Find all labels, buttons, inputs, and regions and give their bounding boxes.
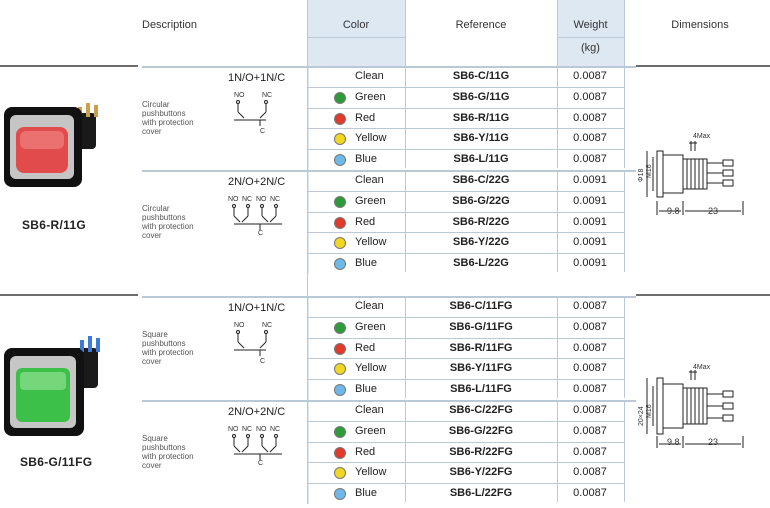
row-divider [307, 149, 624, 150]
reference-code: SB6-R/22FG [449, 445, 513, 458]
contact-label: NO [256, 196, 267, 203]
yellow-color-dot-icon [334, 363, 346, 375]
yellow-color-dot-icon [334, 133, 346, 145]
description-line: with protection [142, 222, 194, 231]
weight-value: 0.0087 [573, 111, 607, 124]
col-divider [405, 0, 406, 66]
color-name: Red [355, 111, 376, 124]
row-divider [307, 442, 624, 443]
weight-value: 0.0087 [573, 300, 607, 312]
dim-max: 4Max [693, 364, 711, 371]
reference-code: SB6-G/11FG [449, 320, 513, 333]
row-divider [307, 379, 624, 380]
model-label: SB6-G/11FG [20, 455, 93, 469]
row-divider [307, 191, 624, 192]
row-divider [307, 212, 624, 213]
weight-value: 0.0087 [573, 153, 607, 166]
reference-code: SB6-R/22G [452, 215, 510, 228]
weight-value: 0.0087 [573, 362, 607, 375]
reference-code: SB6-R/11G [452, 111, 510, 124]
description-line: cover [142, 127, 162, 136]
header-dimensions: Dimensions [671, 19, 729, 31]
red-color-dot-icon [334, 447, 346, 459]
contact-label: C [260, 128, 266, 135]
dim-thread: M16 [646, 404, 653, 418]
weight-value: 0.0091 [573, 174, 607, 186]
reference-code: SB6-Y/11G [453, 132, 509, 145]
product-photo-red [0, 95, 110, 205]
color-name: Red [355, 215, 376, 228]
weight-value: 0.0087 [573, 90, 607, 103]
description-line: pushbuttons [142, 109, 186, 118]
contact-label: NC [262, 92, 273, 99]
reference-code: SB6-C/11G [452, 70, 510, 82]
description-line: cover [142, 357, 162, 366]
color-name: Yellow [355, 236, 387, 249]
row-divider [307, 317, 624, 318]
green-color-dot-icon [334, 426, 346, 438]
row-divider [307, 462, 624, 463]
contact-schematic [226, 430, 306, 464]
color-name: Red [355, 341, 376, 354]
color-name: Green [355, 320, 386, 333]
circuit-label: 2N/O+2N/C [228, 406, 286, 418]
blue-color-dot-icon [334, 258, 346, 270]
description-line: pushbuttons [142, 339, 186, 348]
section-divider [142, 296, 636, 298]
col-divider [557, 0, 558, 66]
col-divider [624, 172, 625, 272]
header-divider [557, 37, 624, 38]
reference-code: SB6-G/22G [452, 194, 510, 207]
dim-b: 23 [708, 437, 719, 447]
weight-value: 0.0087 [573, 424, 607, 437]
contact-schematic [226, 96, 306, 130]
section-divider [142, 400, 636, 402]
weight-value: 0.0087 [573, 445, 607, 458]
dim-thread: M16 [646, 164, 653, 178]
contact-label: NO [228, 196, 239, 203]
dim-b: 23 [708, 206, 719, 216]
col-divider [557, 298, 558, 398]
col-divider [557, 172, 558, 272]
description-line: pushbuttons [142, 213, 186, 222]
weight-value: 0.0087 [573, 466, 607, 479]
contact-label: C [258, 460, 264, 467]
contact-label: NC [270, 426, 281, 433]
color-name: Yellow [355, 362, 387, 375]
circuit-label: 1N/O+1N/C [228, 302, 286, 314]
dim-a: 9.8 [667, 206, 680, 216]
header-description: Description [142, 19, 198, 31]
contact-label: C [258, 230, 264, 237]
contact-label: NC [242, 426, 253, 433]
col-divider [307, 0, 308, 66]
yellow-color-dot-icon [334, 237, 346, 249]
reference-code: SB6-G/11G [452, 90, 510, 103]
row-divider [307, 358, 624, 359]
col-divider [624, 402, 625, 502]
red-color-dot-icon [334, 217, 346, 229]
dim-size: 20×24 [638, 406, 645, 426]
weight-value: 0.0091 [573, 257, 607, 270]
green-color-dot-icon [334, 322, 346, 334]
row-divider [307, 421, 624, 422]
contact-label: NO [228, 426, 239, 433]
color-name: Blue [355, 257, 378, 270]
blue-color-dot-icon [334, 384, 346, 396]
color-name: Clean [355, 300, 384, 312]
col-divider [405, 68, 406, 168]
header-divider [307, 37, 405, 38]
weight-value: 0.0091 [573, 194, 607, 207]
rule [0, 294, 138, 296]
weight-column-header-bg [557, 0, 624, 66]
row-divider [307, 128, 624, 129]
contact-schematic [226, 200, 306, 234]
rule [636, 294, 770, 296]
color-name: Green [355, 194, 386, 207]
dimension-drawing-circular [635, 135, 770, 230]
dimension-drawing-square [635, 364, 770, 459]
col-divider [624, 68, 625, 168]
rule [636, 65, 770, 67]
weight-value: 0.0091 [573, 215, 607, 228]
description-line: with protection [142, 118, 194, 127]
color-name: Clean [355, 174, 384, 186]
green-color-dot-icon [334, 196, 346, 208]
circuit-label: 1N/O+1N/C [228, 72, 286, 84]
row-divider [307, 232, 624, 233]
color-name: Yellow [355, 132, 387, 145]
description-line: Square [142, 330, 168, 339]
row-divider [307, 253, 624, 254]
header-weight-unit: (kg) [581, 42, 600, 54]
description-line: pushbuttons [142, 443, 186, 452]
color-name: Clean [355, 404, 384, 416]
col-divider [405, 172, 406, 272]
blue-color-dot-icon [334, 154, 346, 166]
contact-label: NC [242, 196, 253, 203]
contact-schematic [226, 326, 306, 360]
reference-code: SB6-C/22G [452, 174, 510, 186]
description-line: cover [142, 231, 162, 240]
reference-code: SB6-R/11FG [449, 341, 513, 354]
weight-value: 0.0087 [573, 341, 607, 354]
reference-code: SB6-C/22FG [449, 404, 513, 416]
reference-code: SB6-G/22FG [448, 424, 514, 437]
col-divider [557, 68, 558, 168]
weight-value: 0.0087 [573, 320, 607, 333]
red-color-dot-icon [334, 113, 346, 125]
product-photo-green [0, 330, 110, 450]
reference-code: SB6-L/11FG [450, 383, 512, 396]
reference-code: SB6-L/22G [453, 257, 509, 270]
color-name: Blue [355, 487, 378, 500]
color-name: Green [355, 90, 386, 103]
header-reference: Reference [455, 19, 507, 31]
color-name: Red [355, 445, 376, 458]
reference-code: SB6-Y/22FG [449, 466, 513, 479]
weight-value: 0.0087 [573, 383, 607, 396]
row-divider [307, 87, 624, 88]
color-name: Green [355, 424, 386, 437]
circuit-label: 2N/O+2N/C [228, 176, 286, 188]
reference-code: SB6-Y/22G [452, 236, 510, 249]
reference-code: SB6-L/22FG [449, 487, 513, 500]
col-divider [624, 298, 625, 398]
red-color-dot-icon [334, 343, 346, 355]
row-divider [307, 483, 624, 484]
header-weight: Weight [573, 19, 608, 31]
col-divider [557, 402, 558, 502]
description-line: cover [142, 461, 162, 470]
weight-value: 0.0087 [573, 487, 607, 500]
contact-label: NO [234, 92, 245, 99]
description-line: with protection [142, 348, 194, 357]
weight-value: 0.0091 [573, 236, 607, 249]
section-divider [142, 170, 636, 172]
header-color: Color [342, 19, 370, 31]
contact-label: NO [256, 426, 267, 433]
green-color-dot-icon [334, 92, 346, 104]
row-divider [307, 108, 624, 109]
col-divider [405, 402, 406, 502]
yellow-color-dot-icon [334, 467, 346, 479]
contact-label: C [260, 358, 266, 365]
col-divider [405, 298, 406, 398]
contact-label: NO [234, 322, 245, 329]
reference-code: SB6-C/11FG [449, 300, 513, 312]
reference-code: SB6-Y/11FG [449, 362, 513, 375]
reference-code: SB6-L/11G [453, 153, 509, 166]
color-name: Yellow [355, 466, 387, 479]
description-line: Circular [142, 100, 170, 109]
dim-max: 4Max [693, 133, 711, 140]
dim-diameter: Φ18 [638, 168, 645, 182]
row-divider [307, 338, 624, 339]
model-label: SB6-R/11G [22, 218, 87, 232]
color-name: Clean [355, 70, 384, 82]
description-line: Circular [142, 204, 170, 213]
color-name: Blue [355, 383, 378, 396]
contact-label: NC [262, 322, 273, 329]
weight-value: 0.0087 [573, 70, 607, 82]
blue-color-dot-icon [334, 488, 346, 500]
color-name: Blue [355, 153, 378, 166]
contact-label: NC [270, 196, 281, 203]
col-divider [307, 66, 308, 504]
color-column-header-bg [307, 0, 405, 66]
col-divider [624, 0, 625, 66]
section-divider [142, 66, 636, 68]
weight-value: 0.0087 [573, 132, 607, 145]
rule [0, 65, 138, 67]
weight-value: 0.0087 [573, 404, 607, 416]
dim-a: 9.8 [667, 437, 680, 447]
description-line: with protection [142, 452, 194, 461]
description-line: Square [142, 434, 168, 443]
